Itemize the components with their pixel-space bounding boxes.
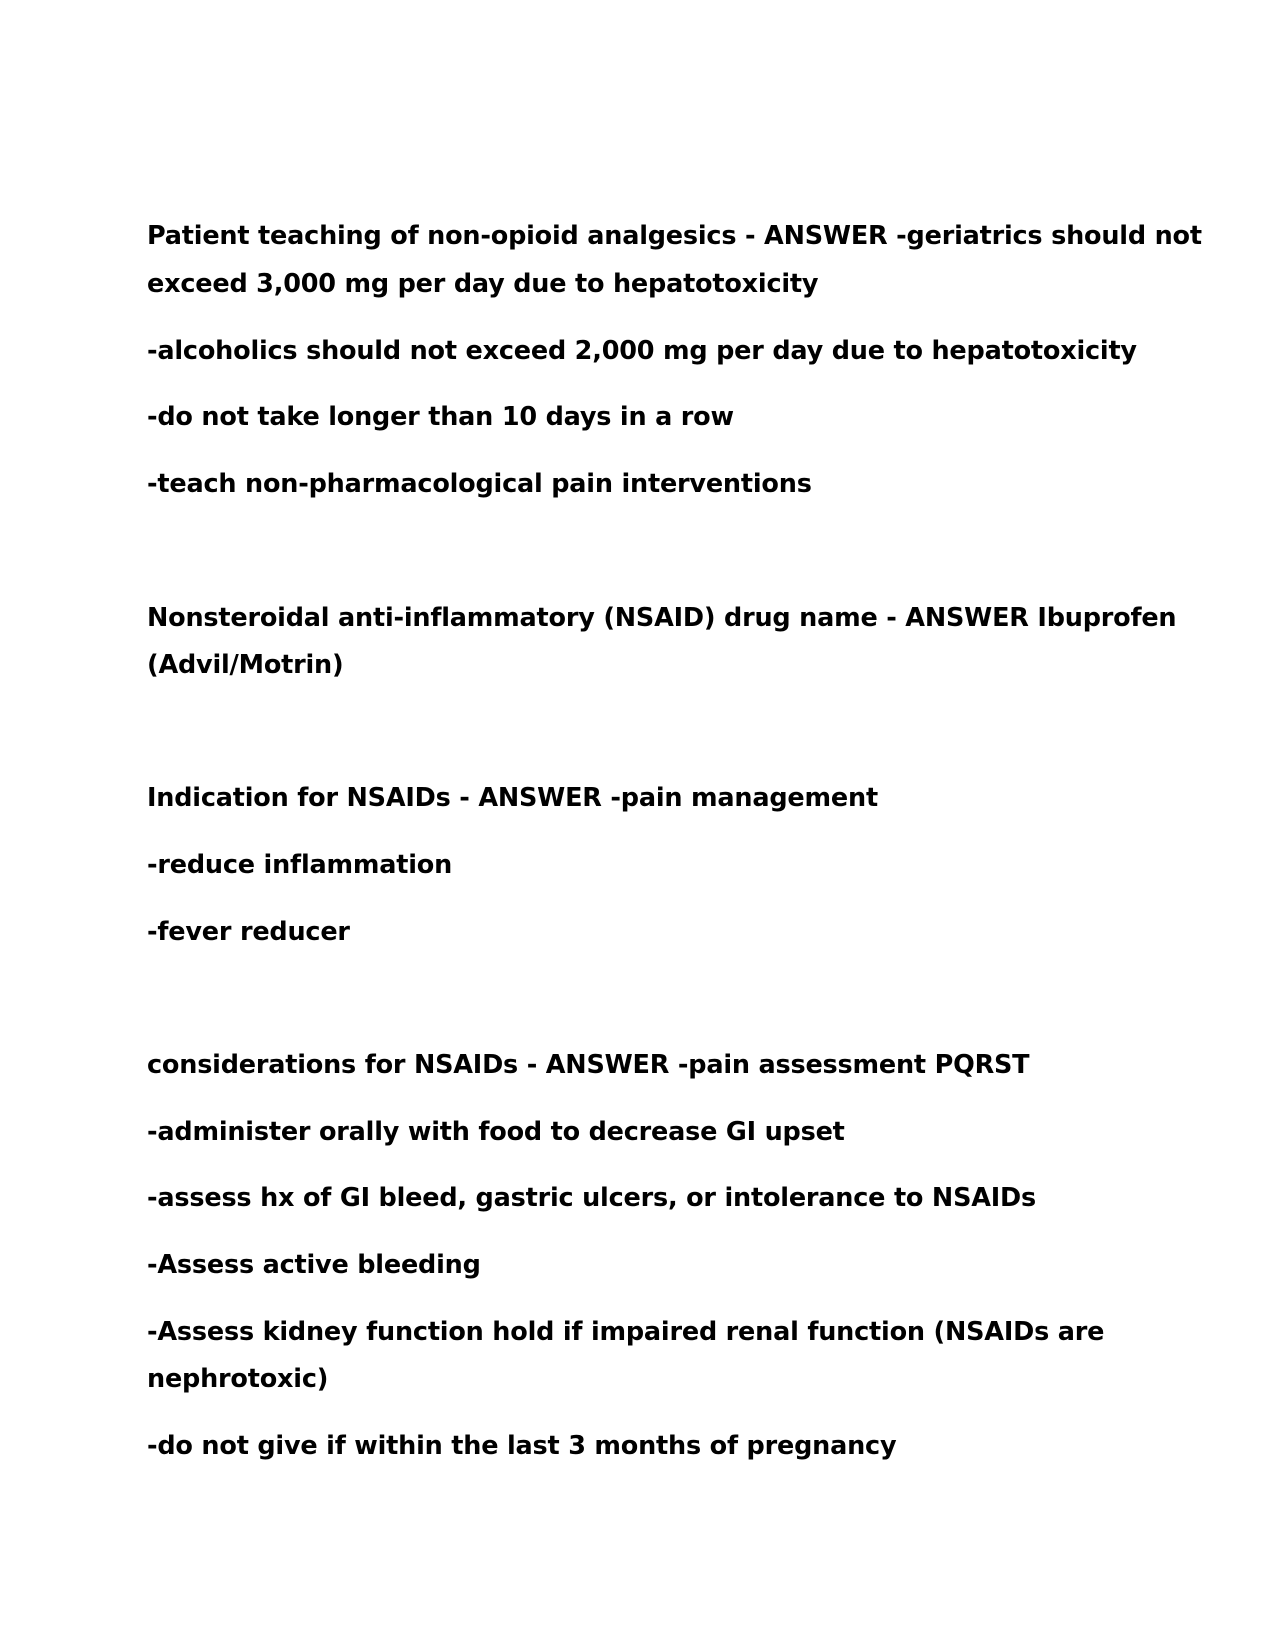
- block-4-line-4: -Assess active bleeding: [147, 1250, 481, 1280]
- block-4-line-7: -do not give if within the last 3 months of pregnancy: [147, 1431, 897, 1461]
- block-4-line-1: considerations for NSAIDs - ANSWER -pain assessment PQRST: [147, 1050, 1030, 1080]
- block-1-line-5: -teach non-pharmacological pain interventions: [147, 469, 812, 499]
- block-4-line-6: nephrotoxic): [147, 1364, 329, 1394]
- block-3-line-3: -fever reducer: [147, 917, 350, 947]
- block-2-line-2: (Advil/Motrin): [147, 650, 344, 680]
- block-2-line-1: Nonsteroidal anti-inflammatory (NSAID) drug name - ANSWER Ibuprofen: [147, 603, 1177, 633]
- block-3-line-1: Indication for NSAIDs - ANSWER -pain management: [147, 783, 878, 813]
- block-4-line-3: -assess hx of GI bleed, gastric ulcers, or intolerance to NSAIDs: [147, 1183, 1037, 1213]
- block-1-line-2: exceed 3,000 mg per day due to hepatotoxicity: [147, 269, 819, 299]
- block-1-line-3: -alcoholics should not exceed 2,000 mg per day due to hepatotoxicity: [147, 336, 1137, 366]
- block-1-line-4: -do not take longer than 10 days in a row: [147, 402, 734, 432]
- block-3-line-2: -reduce inflammation: [147, 850, 453, 880]
- block-4-line-2: -administer orally with food to decrease GI upset: [147, 1117, 845, 1147]
- block-4-line-5: -Assess kidney function hold if impaired renal function (NSAIDs are: [147, 1317, 1105, 1347]
- block-1-line-1: Patient teaching of non-opioid analgesics - ANSWER -geriatrics should not: [147, 221, 1202, 251]
